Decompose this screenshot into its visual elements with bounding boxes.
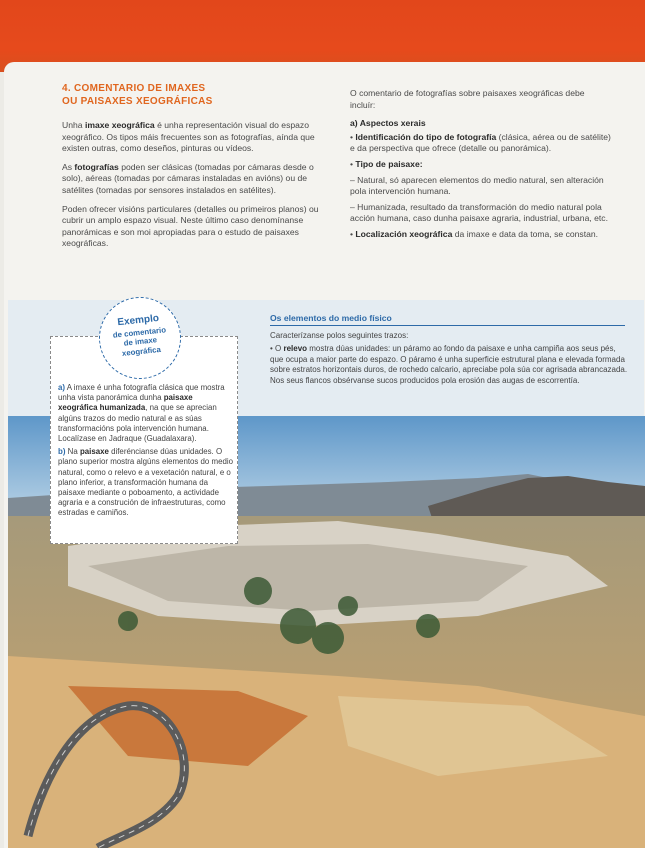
example-item-b: b) Na paisaxe diferéncianse dúas unidades. O plano superior mostra algúns elementos do medio natural, como o relevo e a vexetación natural, e o plano inferior, a transformación humana da paisaxe mediante o poboamento, a actividade agraria e a construción de infraestruturas, como estradas e camiños. bbox=[58, 447, 234, 518]
example-text bbox=[58, 383, 234, 522]
features-body bbox=[270, 331, 628, 389]
right-intro: O comentario de fotografías sobre paisaxes xeográficas debe incluír: bbox=[350, 88, 585, 110]
features-divider bbox=[270, 325, 625, 326]
features-relief-item: • O relevo mostra dúas unidades: un páramo ao fondo da paisaxe e unha campiña aos seus pés, que ocupa a maior parte do espazo. O páramo é unha superficie estrutural plana e elevada formada sobre estratos horizontais duros, de rochedo calcario, apreciabe pola súa cor agrisada abrancazada. Nos seus flancos obsérvanse sucos producidos pola erosión das augas de escorrentía. bbox=[270, 344, 628, 385]
section-a-heading: a) Aspectos xerais bbox=[350, 118, 426, 129]
bullet-location: • Localización xeográfica da imaxe e data da toma, se constan. bbox=[350, 228, 599, 239]
badge-title: Exemplo bbox=[116, 312, 160, 329]
features-intro: Caracterízanse polos seguintes trazos: bbox=[270, 331, 409, 340]
paragraph-panoramic: Poden ofrecer visións particulares (detalles ou primeiros planos) ou cubrir un amplo espazo visual. Neste último caso denomínanse panorámicas e son moi apropiadas para o estudo de paisaxes xeográficas. bbox=[62, 203, 319, 249]
dash-humanized: – Humanizada, resultado da transformación do medio natural pola acción humana, caso dunha paisaxe agraria, industrial, urbana, etc. bbox=[350, 201, 608, 224]
example-item-a: a) A imaxe é unha fotografía clásica que mostra unha vista panorámica dunha paisaxe xeográfica humanizada, na que se aprecian algúns trazos do medio natural e as súas transformacións pola intervención humana. Localízase en Jadraque (Guadalaxara). bbox=[58, 383, 225, 444]
left-column bbox=[62, 82, 326, 257]
paragraph-definition: Unha imaxe xeográfica é unha representación visual do espazo xeográfico. Os tipos máis frecuentes son as fotografías, aínda que existen outras, como deseños, pinturas ou vídeos. bbox=[62, 120, 315, 154]
features-title: Os elementos do medio físico bbox=[270, 313, 392, 323]
heading-line-2: OU PAISAXES XEOGRÁFICAS bbox=[62, 96, 213, 107]
heading-line-1: 4. COMENTARIO DE IMAXES bbox=[62, 83, 206, 94]
dash-natural: – Natural, só aparecen elementos do medio natural, sen alteración pola intervención humana. bbox=[350, 174, 604, 197]
bullet-photo-type: • Identificación do tipo de fotografía (clásica, aérea ou de satélite) e da perspectiva que ofrece (detalle ou panorámica). bbox=[350, 131, 611, 154]
right-column bbox=[350, 88, 612, 245]
paragraph-photo-types: As fotografías poden ser clásicas (tomadas por cámaras desde o solo), aéreas (tomadas por cámaras instaladas en avións) ou de satélites (tomadas por sensores instalados en satélites). bbox=[62, 161, 314, 195]
section-heading bbox=[62, 82, 326, 108]
bullet-landscape-type: • Tipo de paisaxe: bbox=[350, 158, 423, 169]
badge-subtitle: de comentario de imaxe xeográfica bbox=[112, 325, 167, 358]
